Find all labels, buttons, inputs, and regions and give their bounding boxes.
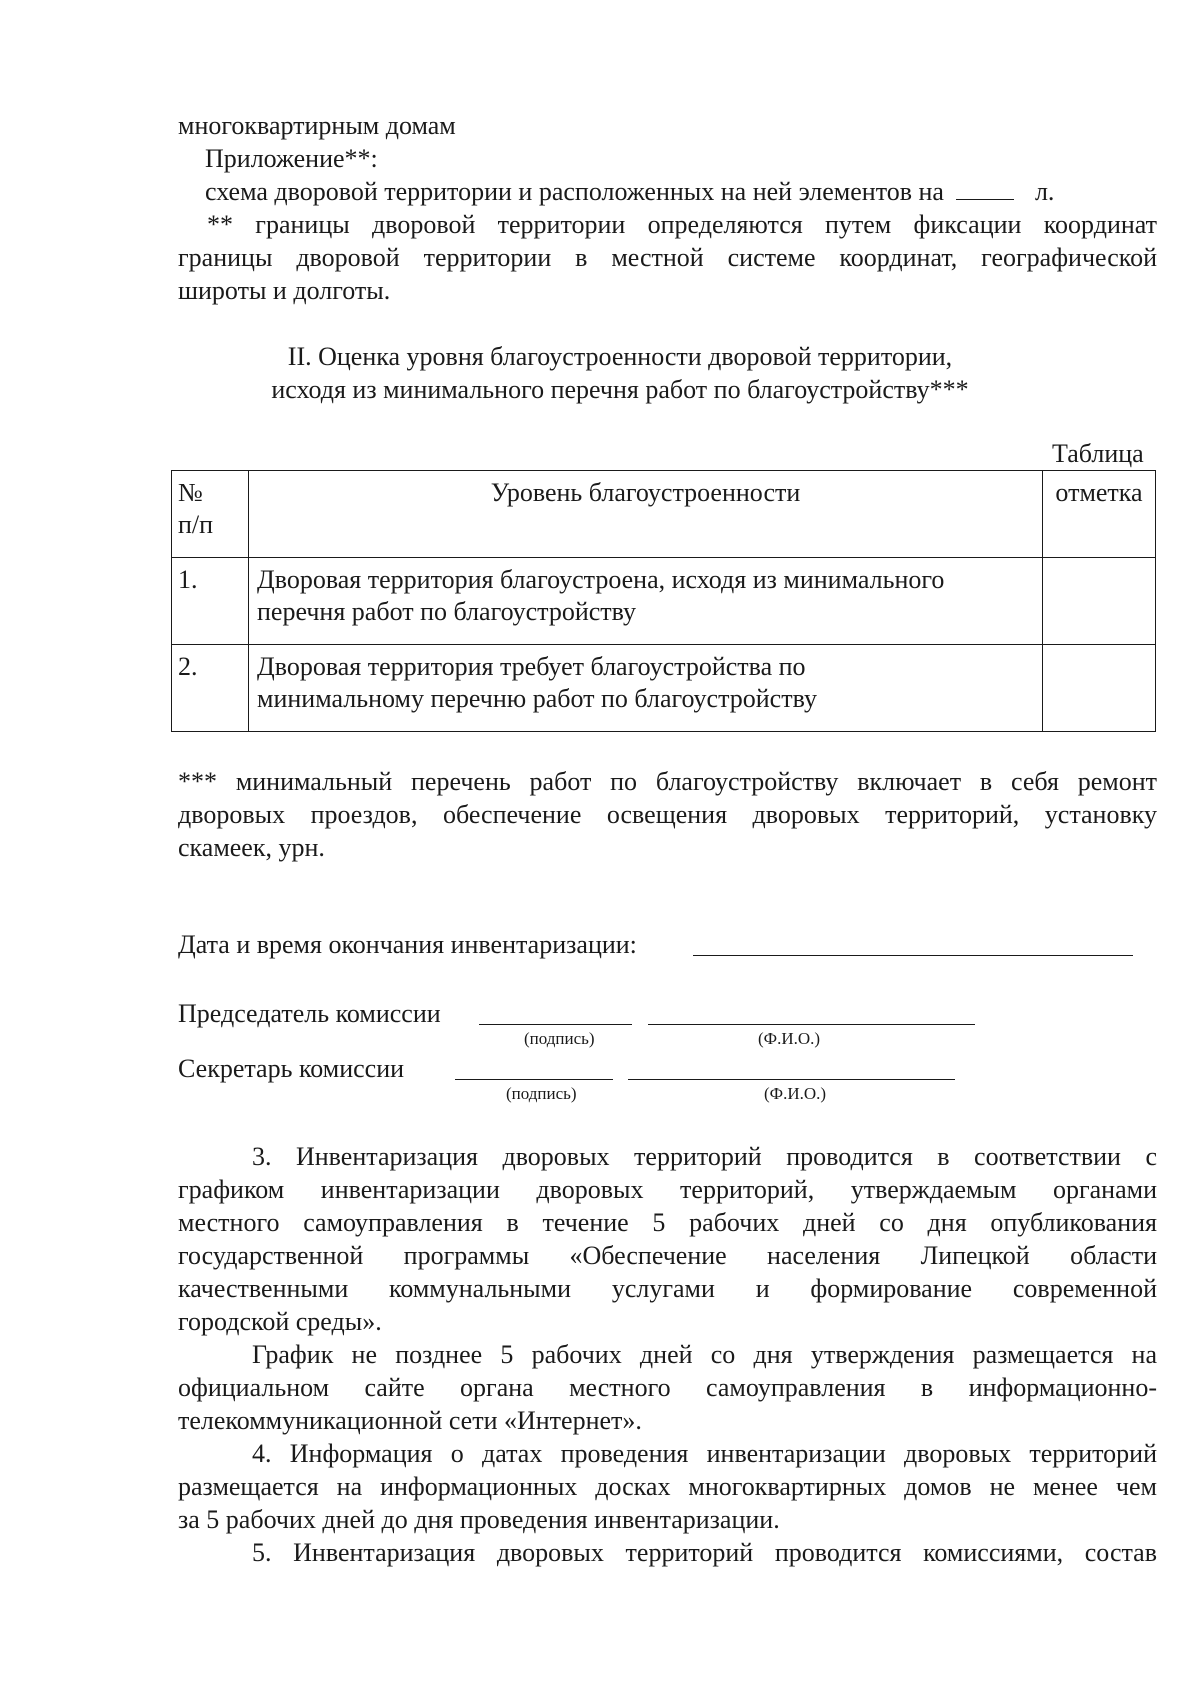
date-line (178, 929, 637, 961)
header-mark: отметка (1043, 471, 1156, 558)
schedule-line: официальном сайте органа местного самоуправления в информационно- (178, 1373, 1157, 1402)
header-num: № п/п (172, 471, 249, 558)
p3-last-line: городской среды». (178, 1307, 382, 1336)
footnote-line-1: *** минимальный перечень работ по благоустройству включает в себя ремонт (178, 767, 1157, 796)
intro-line: многоквартирным домам (178, 111, 456, 140)
schedule-line: График не позднее 5 рабочих дней со дня утверждения размещается на (252, 1340, 1157, 1369)
secretary-signature-caption: (подпись) (506, 1084, 577, 1103)
row-num: 1. (172, 558, 249, 645)
chairman-signature-field[interactable] (479, 1002, 632, 1025)
secretary-signature-field[interactable] (455, 1057, 613, 1080)
scheme-line (205, 176, 1054, 208)
improvement-level-table (171, 470, 1156, 732)
row-level: Дворовая территория благоустроена, исходя из минимального перечня работ по благоустройству (249, 558, 1043, 645)
pages-blank (956, 177, 1014, 200)
footnote-line-3: скамеек, урн. (178, 833, 325, 862)
section-heading-line-2: исходя из минимального перечня работ по благоустройству*** (271, 375, 969, 404)
table-row (172, 645, 1156, 732)
row-level: Дворовая территория требует благоустройства по минимальному перечню работ по благоустройству (249, 645, 1043, 732)
p4-line: размещается на информационных досках многоквартирных домов не менее чем (178, 1472, 1157, 1501)
footnote-line-2: дворовых проездов, обеспечение освещения дворовых территорий, установку (178, 800, 1157, 829)
p5-line: 5. Инвентаризация дворовых территорий проводится комиссиями, состав (252, 1538, 1157, 1567)
p4-last-line: за 5 рабочих дней до дня проведения инвентаризации. (178, 1505, 780, 1534)
scheme-unit: л. (1034, 177, 1055, 206)
chairman-name-caption: (Ф.И.О.) (758, 1029, 821, 1048)
p3-line: местного самоуправления в течение 5 рабочих дней со дня опубликования (178, 1208, 1157, 1237)
table-caption: Таблица (1052, 439, 1144, 468)
table-header-row (172, 471, 1156, 558)
appendix-label: Приложение**: (205, 144, 378, 173)
date-field[interactable] (693, 933, 1133, 956)
p3-line: графиком инвентаризации дворовых территорий, утверждаемым органами (178, 1175, 1157, 1204)
date-label: Дата и время окончания инвентаризации: (178, 930, 637, 959)
chairman-name-field[interactable] (648, 1002, 975, 1025)
header-level: Уровень благоустроенности (249, 471, 1043, 558)
boundaries-line-1: ** границы дворовой территории определяются путем фиксации координат (207, 210, 1157, 239)
p3-line: качественными коммунальными услугами и формирование современной (178, 1274, 1157, 1303)
boundaries-line-2: границы дворовой территории в местной системе координат, географической (178, 243, 1157, 272)
scheme-text: схема дворовой территории и расположенных на ней элементов на (205, 177, 944, 206)
p4-line: 4. Информация о датах проведения инвентаризации дворовых территорий (252, 1439, 1157, 1468)
secretary-name-field[interactable] (628, 1057, 955, 1080)
boundaries-line-3: широты и долготы. (178, 276, 391, 305)
p3-line: государственной программы «Обеспечение населения Липецкой области (178, 1241, 1157, 1270)
section-heading-line-1: II. Оценка уровня благоустроенности дворовой территории, (287, 342, 953, 371)
chairman-signature-caption: (подпись) (524, 1029, 595, 1048)
schedule-last-line: телекоммуникационной сети «Интернет». (178, 1406, 642, 1435)
row-mark-cell[interactable] (1043, 645, 1156, 732)
row-mark-cell[interactable] (1043, 558, 1156, 645)
secretary-name-caption: (Ф.И.О.) (764, 1084, 827, 1103)
p3-line: 3. Инвентаризация дворовых территорий проводится в соответствии с (252, 1142, 1157, 1171)
table-row (172, 558, 1156, 645)
row-num: 2. (172, 645, 249, 732)
chairman-label: Председатель комиссии (178, 999, 441, 1028)
secretary-label: Секретарь комиссии (178, 1054, 405, 1083)
